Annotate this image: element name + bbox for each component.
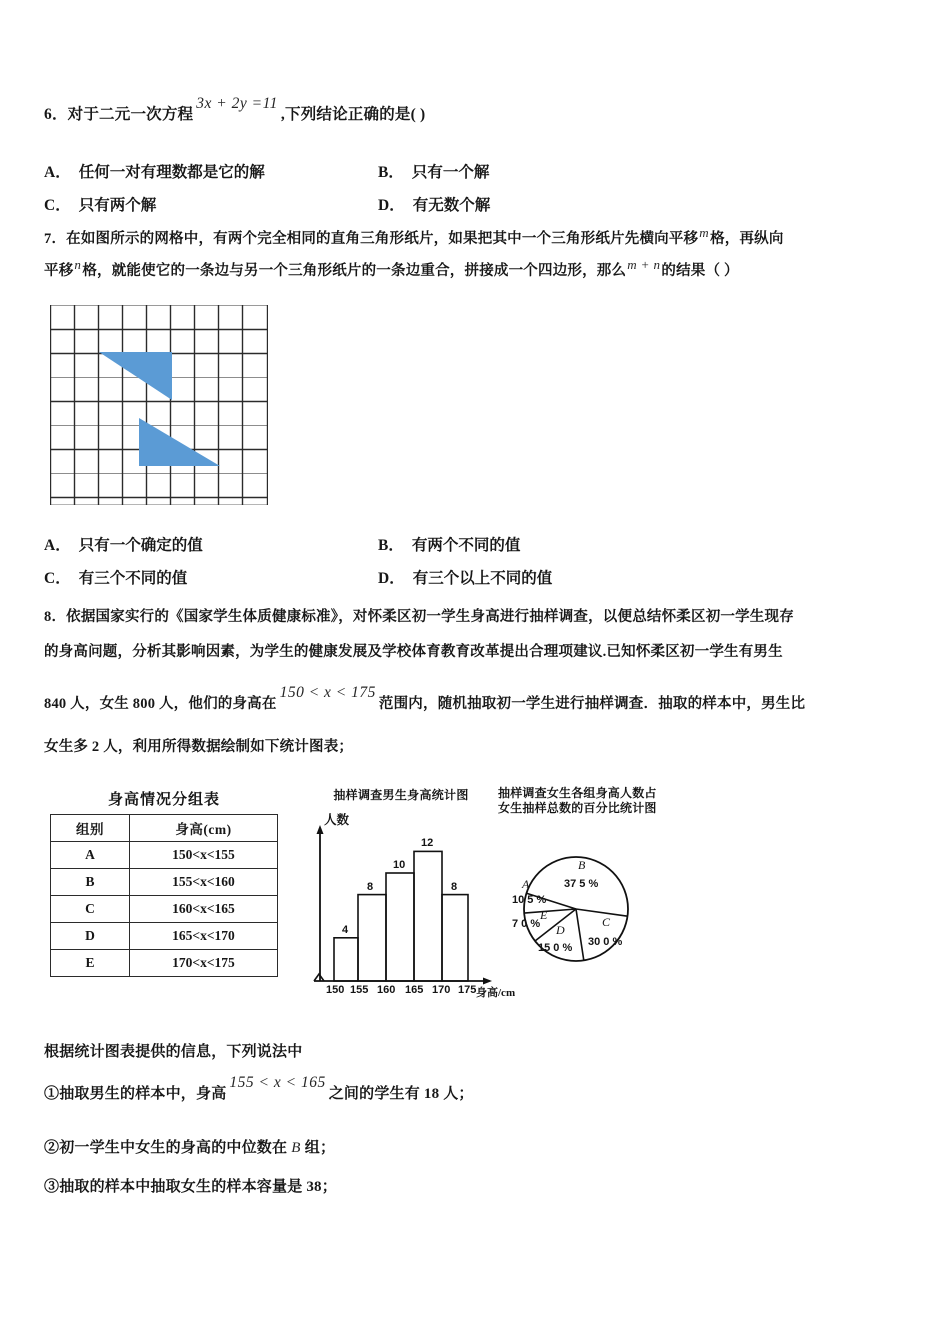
axis-break-mark	[314, 974, 324, 981]
statement-2-text-b: 组；	[304, 1140, 336, 1156]
bar-label-1: 4	[342, 924, 349, 936]
pie-chart-title-line-1: 抽样调查女生各组身高人数占	[498, 786, 657, 800]
table-cell-range: 155<x<160	[130, 869, 278, 896]
question-6-equation: 3x + 2y =11	[196, 95, 278, 112]
question-6-number: 6．	[44, 106, 68, 123]
statement-1-range: 155 < x < 165	[229, 1074, 326, 1091]
statement-1-text-b: 之间的学生有 18 人；	[328, 1086, 474, 1102]
question-8-conclusion-intro: 根据统计图表提供的信息，下列说法中	[44, 1044, 303, 1060]
question-7-stem-line-1	[44, 225, 930, 250]
bar-160-165	[386, 873, 414, 981]
x-tick-150: 150	[326, 984, 345, 993]
pie-slice-label-A: A	[522, 876, 530, 891]
question-8-line-2	[44, 641, 930, 663]
option-c-label: C．	[44, 570, 71, 587]
question-6-stem-after: ,下列结论正确的是( )	[280, 106, 426, 123]
girls-height-pie-chart-figure	[498, 786, 683, 1001]
statement-2-text-a: 初一学生中女生的身高的中位数在	[59, 1140, 288, 1156]
x-tick-155: 155	[350, 984, 369, 993]
question-6-option-d[interactable]	[378, 193, 490, 215]
question-8-line2-text: 的身高问题，分析其影响因素，为学生的健康发展及学校体育教育改革提出合理项建议.已知怀柔区初一学生有男生	[44, 644, 783, 661]
bar-165-170	[414, 851, 442, 981]
table-cell-group: E	[51, 950, 130, 977]
table-cell-range: 150<x<155	[130, 842, 278, 869]
option-b-text: 有两个不同的值	[411, 537, 521, 554]
x-tick-165: 165	[405, 984, 424, 993]
bar-label-4: 12	[421, 837, 434, 849]
option-a-text: 只有一个确定的值	[78, 537, 203, 554]
x-tick-160: 160	[377, 984, 396, 993]
pie-slice-label-C: C	[602, 914, 611, 929]
option-c-label: C．	[44, 197, 71, 214]
question-8	[44, 606, 930, 664]
pie-slice-value-E: 7 0 %	[512, 917, 541, 930]
question-6-option-b[interactable]	[378, 160, 489, 182]
table-cell-group: D	[51, 923, 130, 950]
question-8-line-3	[44, 684, 930, 716]
bar-chart-y-axis-label: 人数	[324, 813, 350, 827]
question-8-line1-text: 依据国家实行的《国家学生体质健康标准》，对怀柔区初一学生身高进行抽样调查，以便总结怀柔区初一学生现存	[66, 609, 794, 625]
pie-chart-svg	[498, 821, 674, 1001]
question-7-stem-line-2	[44, 257, 930, 282]
pie-divider-C-D	[576, 909, 584, 960]
grid-lines	[50, 305, 268, 505]
bar-label-2: 8	[367, 881, 374, 893]
bar-170-175	[442, 895, 468, 981]
question-7-line2-c: 的结果（ ）	[661, 263, 739, 280]
pie-slice-label-D: D	[556, 922, 565, 937]
statement-3-text-a: 抽取的样本中抽取女生的样本容量是 38；	[59, 1179, 337, 1195]
question-7-option-b[interactable]	[378, 533, 520, 555]
bar-label-3: 10	[393, 859, 406, 871]
triangle-upper	[99, 352, 172, 400]
option-a-label: A．	[44, 537, 71, 554]
height-grouping-table-figure	[50, 788, 278, 977]
y-axis-arrow	[317, 825, 324, 834]
pie-slice-label-B: B	[578, 857, 586, 872]
pie-slice-value-D: 15 0 %	[538, 941, 573, 954]
option-d-text: 有无数个解	[412, 197, 491, 214]
question-6-stem	[44, 95, 924, 127]
question-8-line4-text: 女生多 2 人，利用所得数据绘制如下统计图表；	[44, 739, 354, 756]
table-row	[51, 950, 278, 977]
question-8-height-range: 150 < x < 175	[279, 684, 376, 701]
question-7-line1-b: 格，再纵向	[710, 231, 784, 247]
question-8-line-1	[44, 606, 930, 628]
table-cell-group: A	[51, 842, 130, 869]
table-row	[51, 869, 278, 896]
statement-1-text-a: 抽取男生的样本中，身高	[59, 1086, 227, 1102]
pie-slice-value-C: 30 0 %	[588, 935, 623, 948]
x-tick-175: 175	[458, 984, 477, 993]
option-c-text: 只有两个解	[78, 197, 157, 214]
bar-155-160	[358, 895, 386, 981]
statement-2-group: B	[291, 1140, 301, 1156]
table-row	[51, 923, 278, 950]
option-d-label: D．	[378, 570, 405, 587]
option-d-text: 有三个以上不同的值	[412, 570, 553, 587]
statement-2-marker: ②	[44, 1140, 60, 1156]
pie-chart-title-line-2: 女生抽样总数的百分比统计图	[498, 801, 657, 816]
table-cell-range: 160<x<165	[130, 896, 278, 923]
bar-150-155	[334, 938, 358, 981]
option-c-text: 有三个不同的值	[78, 570, 188, 587]
question-7-var-n: n	[74, 257, 82, 273]
question-8-line-4	[44, 736, 930, 758]
question-8-line-3-block	[44, 684, 930, 758]
question-6-stem-before: 对于二元一次方程	[67, 106, 194, 123]
question-7-option-c[interactable]	[44, 566, 187, 588]
option-b-label: B．	[378, 164, 404, 181]
option-a-label: A．	[44, 164, 71, 181]
question-7-line2-b: 格，就能使它的一条边与另一个三角形纸片的一条边重合，拼接成一个四边形，那么	[82, 263, 627, 280]
question-7-line1-a: 在如图所示的网格中，有两个完全相同的直角三角形纸片，如果把其中一个三角形纸片先横向平移	[66, 231, 699, 247]
question-8-number: 8．	[44, 609, 67, 625]
question-8-line3-b: 范围内，随机抽取初一学生进行抽样调查．抽取的样本中，男生比	[378, 696, 806, 712]
statement-3	[44, 1176, 930, 1199]
question-7-option-d[interactable]	[378, 566, 552, 588]
statement-1-marker: ①	[44, 1086, 60, 1102]
height-grouping-table	[50, 814, 278, 977]
boys-height-bar-chart-figure	[306, 786, 516, 1001]
table-title: 身高情况分组表	[107, 792, 220, 808]
table-row	[51, 896, 278, 923]
pie-slice-label-E: E	[540, 907, 548, 922]
question-6-option-c[interactable]	[44, 193, 156, 215]
table-cell-range: 170<x<175	[130, 950, 278, 977]
question-7-var-m: m	[699, 225, 710, 240]
question-7-grid-figure	[50, 305, 268, 505]
question-7-number: 7．	[44, 231, 67, 247]
bar-chart-x-axis-label: 身高/cm	[476, 987, 516, 999]
table-header-row	[51, 815, 278, 842]
option-b-label: B．	[378, 537, 404, 554]
option-d-label: D．	[378, 197, 405, 214]
option-b-text: 只有一个解	[411, 164, 490, 181]
table-row	[51, 842, 278, 869]
table-header-height: 身高(cm)	[130, 815, 278, 842]
x-tick-170: 170	[432, 984, 451, 993]
pie-slice-value-B: 37 5 %	[564, 877, 599, 890]
pie-divider-E-A	[524, 909, 576, 913]
question-7-option-a[interactable]	[44, 533, 203, 555]
question-8-line3-a: 840 人，女生 800 人，他们的身高在	[44, 696, 277, 712]
statement-3-marker: ③	[44, 1179, 60, 1195]
pie-slice-value-A: 10 5 %	[512, 893, 547, 906]
statement-1	[44, 1074, 930, 1106]
bar-chart-title: 抽样调查男生身高统计图	[333, 788, 469, 802]
table-cell-range: 165<x<170	[130, 923, 278, 950]
bar-chart-svg	[306, 803, 506, 993]
question-6-option-a[interactable]	[44, 160, 265, 182]
question-7	[44, 225, 930, 283]
question-7-expr-m-plus-n: m + n	[627, 257, 661, 273]
bar-label-5: 8	[451, 881, 458, 893]
table-cell-group: C	[51, 896, 130, 923]
question-7-line2-a: 平移	[44, 263, 74, 280]
statement-2	[44, 1137, 930, 1160]
question-6	[44, 95, 924, 127]
question-8-conclusion-intro-block	[44, 1041, 930, 1064]
table-header-group: 组别	[51, 815, 130, 842]
table-cell-group: B	[51, 869, 130, 896]
option-a-text: 任何一对有理数都是它的解	[78, 164, 265, 181]
